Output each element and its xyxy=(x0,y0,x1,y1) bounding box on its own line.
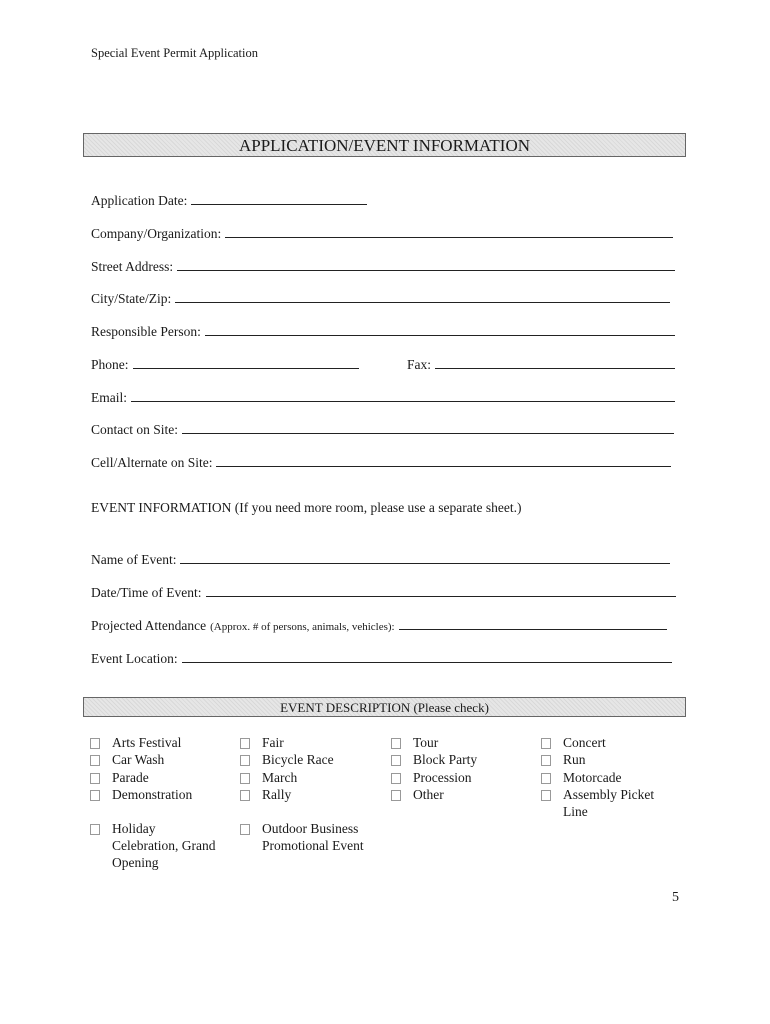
event-location-line[interactable] xyxy=(182,648,672,663)
field-fax xyxy=(407,354,675,374)
checkbox-square[interactable] xyxy=(240,824,250,835)
checkbox-label: Outdoor Business Promotional Event xyxy=(262,821,364,853)
checkbox-march[interactable] xyxy=(240,769,297,786)
application-date-line[interactable] xyxy=(191,190,367,205)
checkbox-square[interactable] xyxy=(240,790,250,801)
document-header: Special Event Permit Application xyxy=(91,46,258,60)
checkbox-label: Fair xyxy=(262,735,284,750)
checkbox-square[interactable] xyxy=(90,738,100,749)
attendance-note: (Approx. # of persons, animals, vehicles): xyxy=(210,621,395,633)
page-number: 5 xyxy=(672,890,679,905)
checkbox-square[interactable] xyxy=(391,773,401,784)
event-datetime-label: Date/Time of Event: xyxy=(91,585,202,600)
company-line[interactable] xyxy=(225,223,673,238)
checkbox-label: Holiday Celebration, Grand Opening xyxy=(112,821,216,870)
checkbox-square[interactable] xyxy=(240,738,250,749)
contact-line[interactable] xyxy=(182,419,674,434)
field-cell xyxy=(91,452,671,472)
contact-label: Contact on Site: xyxy=(91,422,178,437)
checkbox-square[interactable] xyxy=(541,738,551,749)
checkbox-assembly-picket-line[interactable] xyxy=(541,786,654,820)
checkbox-other[interactable] xyxy=(391,786,444,803)
attendance-label: Projected Attendance xyxy=(91,618,207,633)
cell-label: Cell/Alternate on Site: xyxy=(91,455,213,470)
checkbox-label: Concert xyxy=(563,735,606,750)
checkbox-demonstration[interactable] xyxy=(90,786,192,803)
checkbox-label: Assembly Picket Line xyxy=(563,787,655,819)
checkbox-parade[interactable] xyxy=(90,769,149,786)
application-date-label: Application Date: xyxy=(91,193,188,208)
checkbox-rally[interactable] xyxy=(240,786,291,803)
fax-label: Fax: xyxy=(407,357,432,372)
checkbox-motorcade[interactable] xyxy=(541,769,621,786)
checkbox-square[interactable] xyxy=(391,790,401,801)
checkbox-label: Other xyxy=(413,787,444,802)
checkbox-square[interactable] xyxy=(90,824,100,835)
checkbox-arts-festival[interactable] xyxy=(90,734,181,751)
checkbox-label: Tour xyxy=(413,735,439,750)
checkbox-holiday-celebration[interactable] xyxy=(90,820,215,871)
cell-line[interactable] xyxy=(216,452,671,467)
company-label: Company/Organization: xyxy=(91,226,222,241)
field-phone xyxy=(91,354,359,374)
field-email xyxy=(91,387,675,407)
checkbox-label: Motorcade xyxy=(563,770,622,785)
attendance-line[interactable] xyxy=(399,615,667,630)
checkbox-square[interactable] xyxy=(90,755,100,766)
checkbox-label: March xyxy=(262,770,298,785)
city-line[interactable] xyxy=(175,288,670,303)
checkbox-bicycle-race[interactable] xyxy=(240,751,334,768)
checkbox-label: Rally xyxy=(262,787,292,802)
responsible-label: Responsible Person: xyxy=(91,324,201,339)
event-name-label: Name of Event: xyxy=(91,552,177,567)
phone-label: Phone: xyxy=(91,357,129,372)
section-title-banner: APPLICATION/EVENT INFORMATION xyxy=(83,133,686,157)
phone-line[interactable] xyxy=(133,354,359,369)
checkbox-square[interactable] xyxy=(541,755,551,766)
checkbox-square[interactable] xyxy=(240,773,250,784)
email-label: Email: xyxy=(91,390,127,405)
checkbox-label: Block Party xyxy=(413,752,478,767)
field-event-name xyxy=(91,549,670,569)
field-city xyxy=(91,288,670,308)
checkbox-square[interactable] xyxy=(90,790,100,801)
checkbox-run[interactable] xyxy=(541,751,586,768)
field-event-datetime xyxy=(91,582,676,602)
event-info-heading: EVENT INFORMATION (If you need more room, please use a separate sheet.) xyxy=(91,500,522,515)
event-location-label: Event Location: xyxy=(91,651,178,666)
checkbox-square[interactable] xyxy=(541,790,551,801)
street-label: Street Address: xyxy=(91,259,174,274)
checkbox-square[interactable] xyxy=(240,755,250,766)
field-event-location xyxy=(91,648,672,668)
checkbox-block-party[interactable] xyxy=(391,751,477,768)
fax-line[interactable] xyxy=(435,354,675,369)
field-application-date xyxy=(91,190,367,210)
field-street xyxy=(91,256,675,276)
checkbox-square[interactable] xyxy=(391,755,401,766)
city-label: City/State/Zip: xyxy=(91,291,172,306)
event-name-line[interactable] xyxy=(180,549,670,564)
responsible-line[interactable] xyxy=(205,321,675,336)
field-responsible xyxy=(91,321,675,341)
checkbox-square[interactable] xyxy=(90,773,100,784)
field-attendance xyxy=(91,615,667,635)
checkbox-label: Run xyxy=(563,752,586,767)
checkbox-label: Arts Festival xyxy=(112,735,182,750)
checkbox-procession[interactable] xyxy=(391,769,472,786)
checkbox-label: Car Wash xyxy=(112,752,165,767)
event-description-banner: EVENT DESCRIPTION (Please check) xyxy=(83,697,686,717)
email-line[interactable] xyxy=(131,387,675,402)
checkbox-label: Procession xyxy=(413,770,472,785)
checkbox-tour[interactable] xyxy=(391,734,438,751)
checkbox-label: Bicycle Race xyxy=(262,752,334,767)
checkbox-fair[interactable] xyxy=(240,734,284,751)
checkbox-label: Parade xyxy=(112,770,149,785)
checkbox-concert[interactable] xyxy=(541,734,606,751)
checkbox-outdoor-business[interactable] xyxy=(240,820,364,854)
checkbox-label: Demonstration xyxy=(112,787,193,802)
field-company xyxy=(91,223,673,243)
street-line[interactable] xyxy=(177,256,675,271)
checkbox-car-wash[interactable] xyxy=(90,751,164,768)
event-datetime-line[interactable] xyxy=(206,582,676,597)
field-contact xyxy=(91,419,674,439)
checkbox-square[interactable] xyxy=(541,773,551,784)
checkbox-square[interactable] xyxy=(391,738,401,749)
